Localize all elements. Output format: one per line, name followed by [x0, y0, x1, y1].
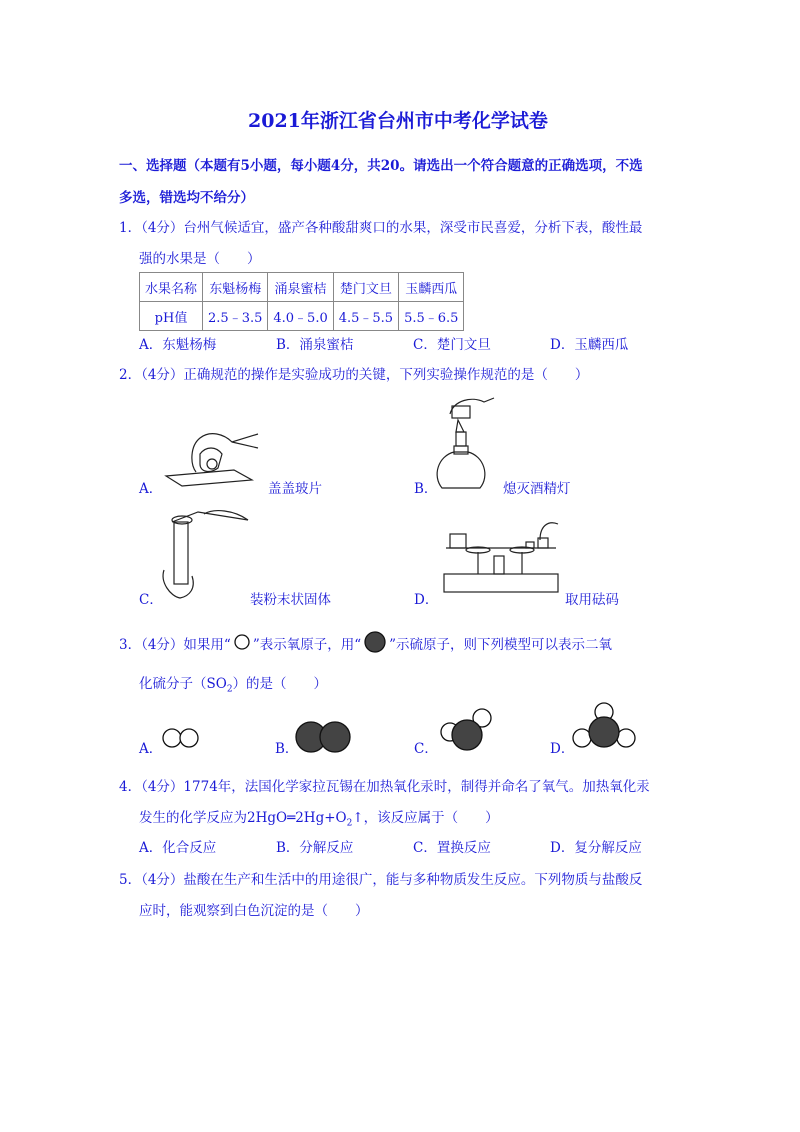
q4-equation-part1: 发生的化学反应为2HgO: [139, 810, 288, 826]
q3-stem-part1: 3．（4分）如果用“: [119, 637, 231, 653]
model-a-two-oxygen-icon: [160, 725, 202, 751]
q3-subscript: 2: [226, 684, 233, 695]
q4-equation-part2: 2Hg+O: [295, 810, 347, 826]
q2-option-a-letter[interactable]: A．: [139, 481, 163, 497]
ph-table-header-cell: 涌泉蜜桔: [268, 273, 333, 302]
model-b-two-sulfur-icon: [294, 718, 354, 756]
q4-stem-line1: 4．（4分）1774年，法国化学家拉瓦锡在加热氧化汞时，制得并命名了氧气。加热氧化汞: [119, 779, 650, 795]
q5-stem-line2: 应时，能观察到白色沉淀的是（ ）: [139, 903, 369, 919]
q2-option-d-letter[interactable]: D．: [414, 592, 439, 608]
q2-option-b-letter[interactable]: B．: [414, 481, 438, 497]
sulfur-atom-icon: [361, 631, 389, 653]
ph-table-header-cell: 玉麟西瓜: [399, 273, 464, 302]
ph-table-cell: 5.5﹣6.5: [399, 302, 464, 331]
q4-option-b[interactable]: B．分解反应: [276, 840, 354, 856]
section-header-line2: 多选，错选均不给分）: [119, 190, 254, 206]
q3-stem-part3: ”示硫原子，则下列模型可以表示二氧: [389, 637, 613, 653]
q1-stem-line2: 强的水果是（ ）: [139, 251, 261, 267]
model-d-three-oxygen-icon: [570, 700, 638, 752]
q3-option-d[interactable]: D．: [550, 741, 575, 757]
ph-table: [139, 272, 464, 331]
ph-table-header-cell: 东魁杨梅: [203, 273, 268, 302]
q4-equation-sign: ═: [287, 810, 296, 826]
q4-subscript: 2: [346, 818, 353, 829]
test-tube-powder-illustration: [160, 504, 252, 600]
q4-stem-line2: [139, 806, 499, 829]
ph-table-header-row: [140, 273, 464, 302]
q4-option-c[interactable]: C．置换反应: [413, 840, 491, 856]
ph-table-cell: pH值: [140, 302, 203, 331]
alcohol-lamp-illustration: [428, 392, 498, 496]
q2-stem: 2．（4分）正确规范的操作是实验成功的关键，下列实验操作规范的是（ ）: [119, 367, 589, 383]
ph-table-value-row: [140, 302, 464, 331]
q2-option-a-caption: 盖盖玻片: [268, 481, 322, 497]
balance-weights-illustration: [440, 516, 562, 598]
q4-option-a[interactable]: A．化合反应: [139, 840, 217, 856]
q1-option-d[interactable]: D．玉麟西瓜: [550, 337, 629, 353]
q3-option-a[interactable]: A．: [139, 741, 163, 757]
ph-table-cell: 4.5﹣5.5: [333, 302, 398, 331]
ph-table-cell: 2.5﹣3.5: [203, 302, 268, 331]
q1-option-b[interactable]: B．涌泉蜜桔: [276, 337, 354, 353]
q3-option-b[interactable]: B．: [275, 741, 299, 757]
q2-option-b-caption: 熄灭酒精灯: [503, 481, 571, 497]
section-header-line1: 一、选择题（本题有5小题，每小题4分，共20。请选出一个符合题意的正确选项，不选: [119, 158, 643, 174]
q4-option-d[interactable]: D．复分解反应: [550, 840, 642, 856]
q2-option-d-caption: 取用砝码: [565, 592, 619, 608]
q3-stem-part2: ”表示氧原子，用“: [252, 637, 362, 653]
oxygen-atom-icon: [231, 633, 253, 651]
ph-table-header-cell: 水果名称: [140, 273, 203, 302]
page-title: 2021年浙江省台州市中考化学试卷: [248, 110, 548, 132]
q3-option-c[interactable]: C．: [414, 741, 438, 757]
q2-option-c-letter[interactable]: C．: [139, 592, 163, 608]
ph-table-header-cell: 楚门文旦: [333, 273, 398, 302]
q5-stem-line1: 5．（4分）盐酸在生产和生活中的用途很广，能与多种物质发生反应。下列物质与盐酸反: [119, 872, 643, 888]
cover-slip-illustration: [160, 424, 264, 494]
q4-equation-part3: ↑，该反应属于（ ）: [352, 810, 499, 826]
q1-option-c[interactable]: C．楚门文旦: [413, 337, 491, 353]
q3-stem-line1: [119, 631, 612, 653]
q3-stem-line2-part2: ）的是（ ）: [232, 676, 328, 692]
q1-option-a[interactable]: A．东魁杨梅: [139, 337, 217, 353]
ph-table-cell: 4.0﹣5.0: [268, 302, 333, 331]
q3-stem-line2: [139, 672, 327, 695]
q1-stem-line1: 1．（4分）台州气候适宜，盛产各种酸甜爽口的水果，深受市民喜爱，分析下表，酸性最: [119, 220, 643, 236]
model-c-so2-icon: [436, 706, 496, 756]
q3-stem-line2-part1: 化硫分子（SO: [139, 676, 227, 692]
q2-option-c-caption: 装粉末状固体: [250, 592, 331, 608]
